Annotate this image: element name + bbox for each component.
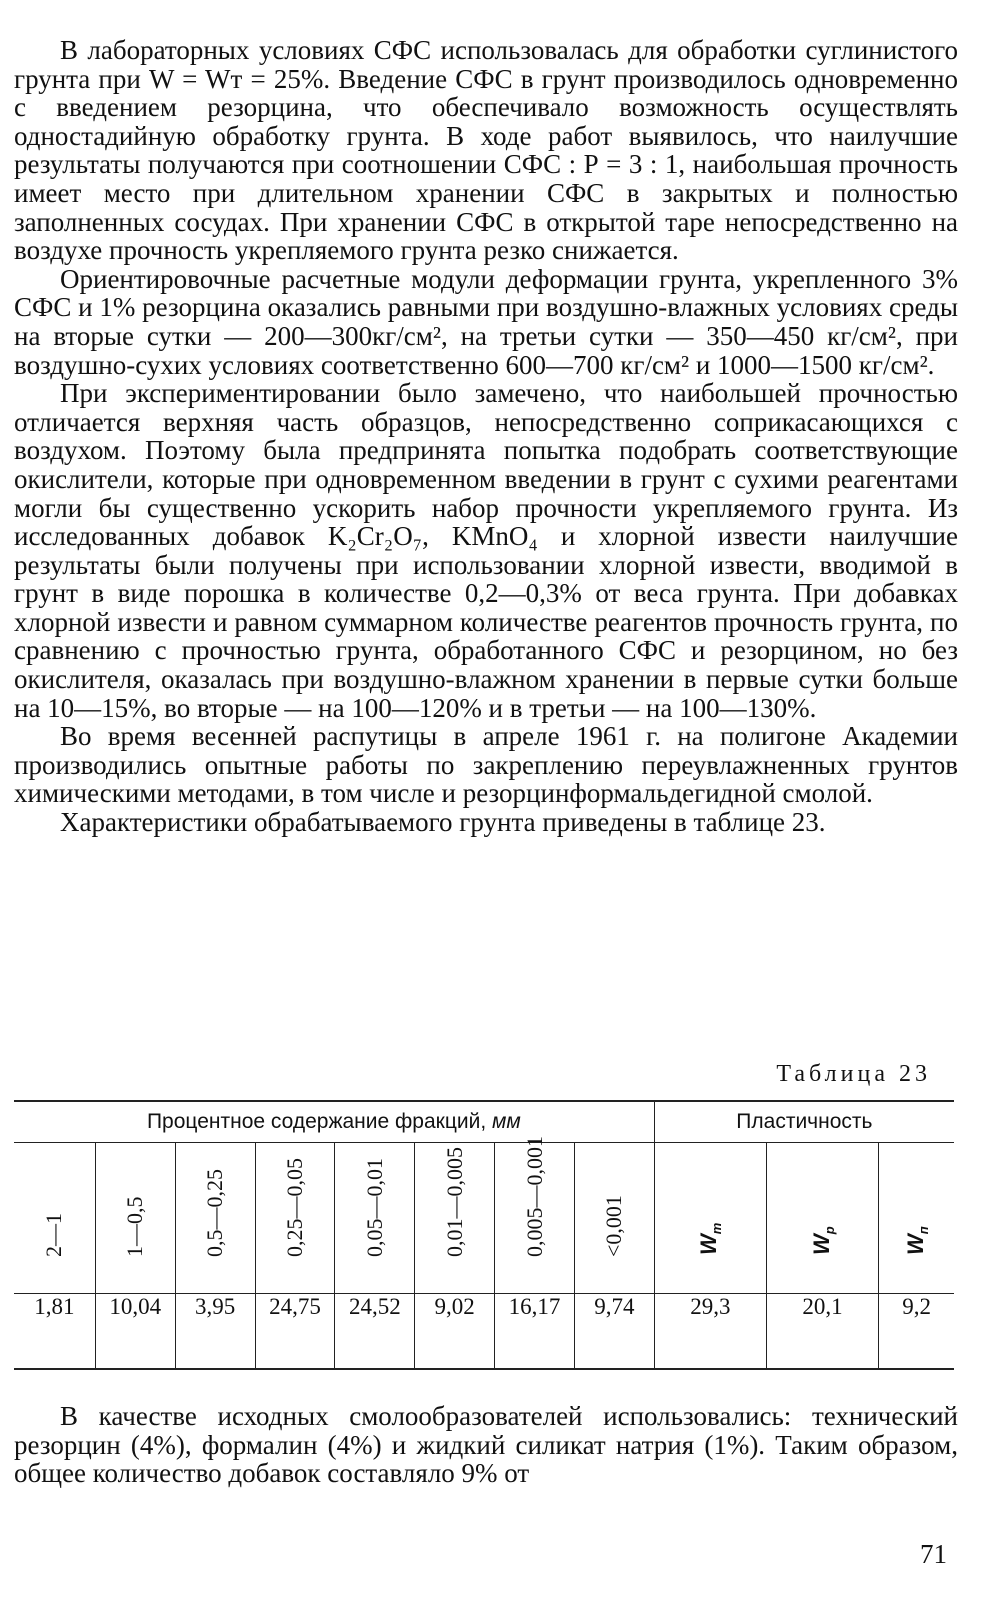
fraction-header: 1—0,5 xyxy=(95,1143,175,1294)
table-cell: 29,3 xyxy=(654,1294,766,1370)
fraction-header: 0,25—0,05 xyxy=(255,1143,335,1294)
fractions-group-unit: мм xyxy=(492,1110,521,1133)
table-cell: 24,52 xyxy=(335,1294,415,1370)
fraction-header: 0,5—0,25 xyxy=(175,1143,255,1294)
table-cell: 9,74 xyxy=(574,1294,654,1370)
fraction-header: 0,05—0,01 xyxy=(335,1143,415,1294)
table-cell: 16,17 xyxy=(495,1294,575,1370)
page-number: 71 xyxy=(920,1539,947,1569)
table-cell: 9,02 xyxy=(415,1294,495,1370)
paragraph-3: При экспериментировании было замечено, что наибольшей прочностью отличается верхняя часть образцов, непосредственно соприкасающихся с воздухом. Поэтому была предпринята попытка подобрать соответствующие окислители, которые при одновременном введении в грунт с сухими реагентами могли бы существенно ускорить набор прочности укрепляемого грунта. Из исследованных добавок K₂Cr₂O₇, KMnO₄ и хлорной извести наилучшие результаты были получены при использовании хлорной извести, вводимой в грунт в виде порошка в количестве 0,2—0,3% от веса грунта. При добавках хлорной извести и равном суммарном количестве реагентов прочность грунта, по сравнению с прочностью грунта, обработанного СФС и резорцином, но без окислителя, оказалась при воздушно-влажном хранении в первые сутки больше на 10—15%, во вторые — на 100—120% и в третьи — на 100—130%. xyxy=(14,378,958,723)
closing-text xyxy=(14,1402,958,1488)
plasticity-header: $W_т$ xyxy=(654,1143,766,1294)
paragraph-1: В лабораторных условиях СФС использовалась для обработки суглинистого грунта при W = Wт = 25%. Введение СФС в грунт производилось одновременно с введением резорцина, что обеспечивало возможность осуществлять одностадийную обработку грунта. В ходе работ выявилось, что наилучшие результаты получаются при соотношении СФС : Р = 3 : 1, наибольшая прочность имеет место при длительном хранении СФС в закрытых и полностью заполненных сосудах. При хранении СФС в открытой таре непосредственно на воздухе прочность укрепляемого грунта резко снижается. xyxy=(14,35,958,266)
table-cell: 24,75 xyxy=(255,1294,335,1370)
paragraph-2: Ориентировочные расчетные модули деформации грунта, укрепленного 3% СФС и 1% резорцина оказались равными при воздушно-влажных условиях среды на вторые сутки — 200—300кг/см², на третьи сутки — 350—450 кг/см², при воздушно-сухих условиях соответственно 600—700 кг/см² и 1000—1500 кг/см². xyxy=(14,263,958,380)
table-caption: Таблица 23 xyxy=(776,1061,931,1087)
fraction-header: <0,001 xyxy=(574,1143,654,1294)
paragraph-4: Во время весенней распутицы в апреле 1961 г. на полигоне Академии производились опытные работы по закреплению переувлажненных грунтов химическими методами, в том числе и резорцинформальдегидной смолой. xyxy=(14,721,958,809)
fractions-group-header xyxy=(14,1101,654,1143)
fractions-group-label: Процентное содержание фракций, xyxy=(146,1110,487,1133)
fraction-header: 0,005—0,001 xyxy=(495,1143,575,1294)
soil-characteristics-table xyxy=(14,1100,954,1370)
table-cell: 10,04 xyxy=(95,1294,175,1370)
body-text xyxy=(14,36,958,837)
fraction-header: 0,01—0,005 xyxy=(415,1143,495,1294)
plasticity-group-header: Пластичность xyxy=(654,1101,954,1143)
plasticity-header: $W_п$ xyxy=(879,1143,954,1294)
table-cell: 3,95 xyxy=(175,1294,255,1370)
plasticity-header: $W_р$ xyxy=(766,1143,878,1294)
table-cell: 9,2 xyxy=(879,1294,954,1370)
fraction-header: 2—1 xyxy=(14,1143,95,1294)
closing-paragraph: В качестве исходных смолообразователей использовались: технический резорцин (4%), формалин (4%) и жидкий силикат натрия (1%). Таким образом, общее количество добавок составляло 9% от xyxy=(14,1401,958,1489)
paragraph-5: Характеристики обрабатываемого грунта приведены в таблице 23. xyxy=(60,807,826,838)
table-cell: 20,1 xyxy=(766,1294,878,1370)
table-cell: 1,81 xyxy=(14,1294,95,1370)
